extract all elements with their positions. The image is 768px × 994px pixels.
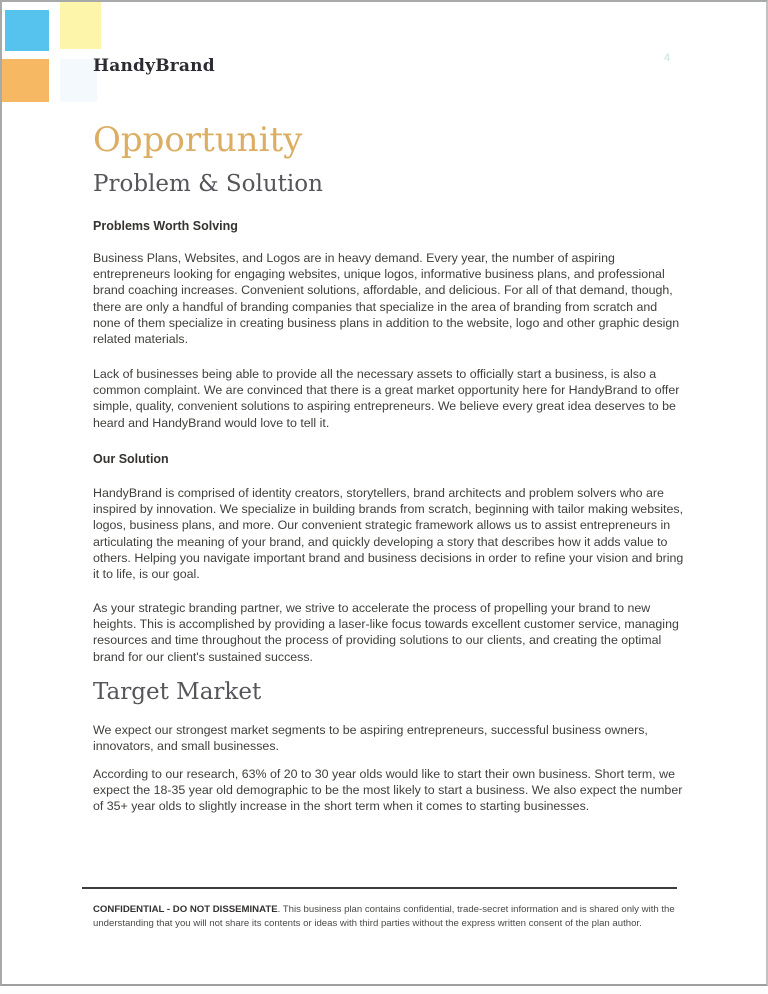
paragraph-solution-2: As your strategic branding partner, we strive to accelerate the process of propelling your brand to new heights. This is accomplished by providing a laser-like focus towards excellent customer service, managing resources and time throughout the process of providing solutions to our clients, and creating the optimal brand for our client's sustained success. (93, 601, 679, 664)
paragraph-problems-2: Lack of businesses being able to provide all the necessary assets to officially start a business, is also a common complaint. We are convinced that there is a great market opportunity here for HandyBrand to offer simple, quality, convenient solutions to aspiring entrepreneurs. We believe every great idea deserves to be heard and HandyBrand would love to tell it. (93, 367, 680, 430)
paragraph-solution-1: HandyBrand is comprised of identity creators, storytellers, brand architects and problem solvers who are inspired by innovation. We specialize in building brands from scratch, beginning with tailor making websites, logos, business plans, and more. Our convenient strategic framework allows us to assist entrepreneurs in articulating the meaning of your brand, and quickly developing a story that describes how it adds value to others. Helping you navigate important brand and business decisions in order to refine your vision and bring it to life, is our goal. (93, 486, 684, 582)
footer-confidential-text: . This business plan contains confidential, trade-secret information and is shared only with the understanding that you will not share its contents or ideas with third parties without the express written consent of the plan author. (93, 904, 675, 929)
footer-confidentiality-notice (93, 903, 687, 930)
document-title: Opportunity (93, 120, 303, 160)
section-heading-problem-solution: Problem & Solution (93, 171, 323, 197)
footer-confidential-label: CONFIDENTIAL - DO NOT DISSEMINATE (93, 904, 278, 915)
sub-heading-our-solution: Our Solution (93, 452, 169, 466)
logo-yellow-square (60, 2, 101, 49)
footer-divider (82, 887, 677, 889)
logo-ice-square (60, 59, 97, 102)
section-heading-target-market: Target Market (93, 679, 262, 705)
logo-orange-square (2, 59, 49, 102)
brand-name: HandyBrand (93, 56, 215, 76)
paragraph-target-market-1: We expect our strongest market segments to be aspiring entrepreneurs, successful business owners, innovators, and small businesses. (93, 723, 648, 754)
paragraph-target-market-2: According to our research, 63% of 20 to 30 year olds would like to start their own business. Short term, we expect the 18-35 year old demographic to be the most likely to start a business. We also expect the number of 35+ year olds to slightly increase in the short term when it comes to starting businesses. (93, 767, 683, 814)
paragraph-problems-1: Business Plans, Websites, and Logos are in heavy demand. Every year, the number of aspiring entrepreneurs looking for engaging websites, unique logos, informative business plans, and professional brand coaching increases. Convenient solutions, affordable, and delicious. For all of that demand, though, there are only a handful of branding companies that specialize in the area of branding from scratch and none of them specialize in creating business plans in addition to the website, logo and other graphic design related materials. (93, 251, 680, 347)
page-number: 4 (664, 52, 671, 64)
sub-heading-problems-worth-solving: Problems Worth Solving (93, 219, 238, 233)
logo-blue-square (5, 10, 49, 51)
